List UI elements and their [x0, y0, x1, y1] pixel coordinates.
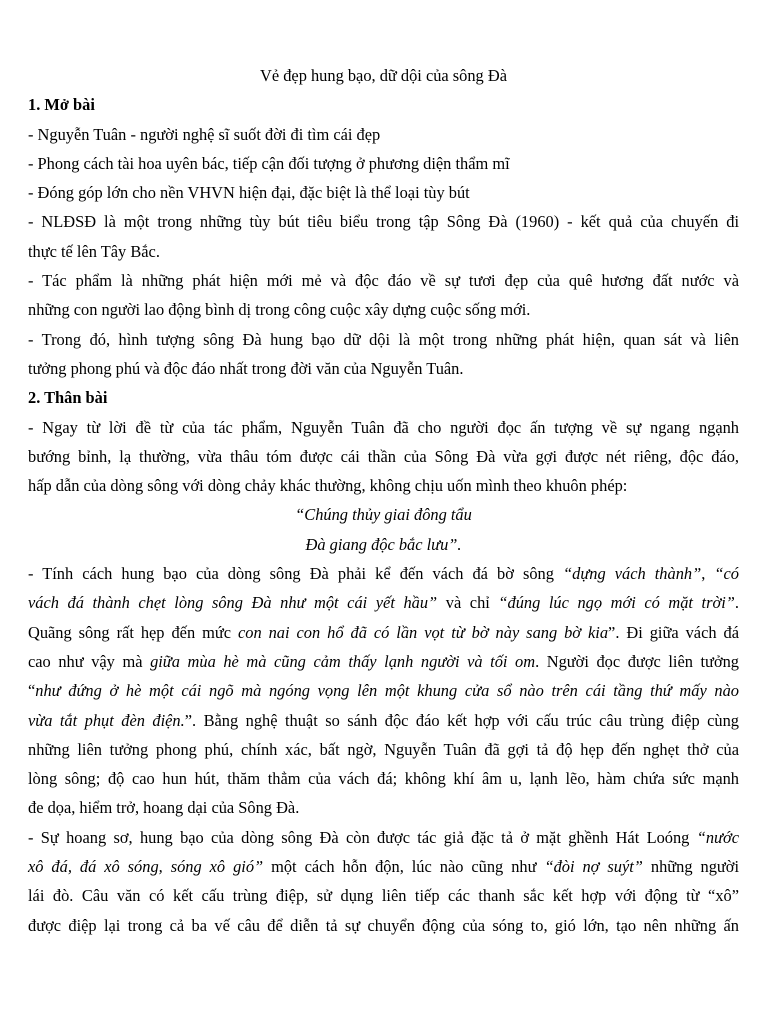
intro-paragraph-3: - Đóng góp lớn cho nền VHVN hiện đại, đặc biệt là thể loại tùy bút: [28, 183, 470, 203]
italic-run: vách đá thành chẹt lòng sông Đà như một cái yết hầu”: [28, 593, 438, 613]
intro-paragraph-6-line-1: - Trong đó, hình tượng sông Đà hung bạo dữ dội là một trong những phát hiện, quan sát và liên: [28, 329, 739, 349]
text-run: ,: [701, 564, 715, 584]
text-run: ”. Đi giữa vách đá: [608, 622, 739, 642]
text-run: cao như vậy mà: [28, 651, 151, 671]
body-paragraph-3-line-3: lái đò. Câu văn có kết cấu trùng điệp, sử dụng liên tiếp các thanh sắc kết hợp với động từ “xô”: [28, 886, 739, 906]
italic-run: giữa mùa hè mà cũng cảm thấy lạnh người và tối om: [150, 651, 536, 671]
quote-line-1-text: “Chúng thủy giai đông tẩu: [295, 505, 472, 525]
text-run: những người: [642, 857, 739, 877]
intro-paragraph-2: - Phong cách tài hoa uyên bác, tiếp cận đối tượng ở phương diện thẩm mĩ: [28, 153, 510, 173]
intro-paragraph-1: - Nguyễn Tuân - người nghệ sĩ suốt đời đi tìm cái đẹp: [28, 124, 381, 144]
body-paragraph-3-line-4: được điệp lại trong cả ba vế câu để diễn tả sự chuyển động của sóng to, gió lớn, tạo nên những ấn: [28, 915, 739, 935]
text-run: và chỉ: [437, 593, 499, 613]
section-heading-intro: 1. Mở bài: [28, 95, 95, 115]
intro-paragraph-6-line-2: tưởng phong phú và độc đáo nhất trong đời văn của Nguyễn Tuân.: [28, 358, 464, 378]
text-run: Quãng sông rất hẹp đến mức: [28, 622, 238, 642]
document-title: Vẻ đẹp hung bạo, dữ dội của sông Đà: [260, 66, 507, 85]
italic-run: “dựng vách thành”: [563, 564, 702, 584]
text-run: một cách hỗn độn, lúc nào cũng như: [263, 857, 545, 877]
body-paragraph-2-line-9: đe dọa, hiểm trở, hoang dại của Sông Đà.: [28, 798, 300, 818]
body-paragraph-2-line-3: [28, 618, 739, 647]
italic-run: xô đá, đá xô sóng, sóng xô gió”: [28, 857, 264, 877]
intro-paragraph-4-line-1: - NLĐSĐ là một trong những tùy bút tiêu biểu trong tập Sông Đà (1960) - kết quả của chuyến đi: [28, 212, 739, 232]
text-run: .: [734, 593, 739, 613]
italic-run: vừa tắt phụt đèn điện.: [28, 710, 185, 730]
italic-run: con nai con hổ đã có lần vọt từ bờ này sang bờ kia: [237, 622, 609, 642]
italic-run: “đòi nợ suýt”: [544, 857, 643, 877]
body-paragraph-3-line-1: [28, 823, 739, 852]
text-run: - Sự hoang sơ, hung bạo của dòng sông Đà còn được tác giả đặc tả ở mặt ghềnh Hát Loóng: [28, 827, 697, 847]
italic-run: như đứng ở hè một cái ngõ mà ngóng vọng lên một khung cửa sổ nào trên cái tầng thứ mấy nào: [35, 681, 739, 701]
quote-line-2-text: Đà giang độc bắc lưu”.: [305, 534, 462, 554]
body-paragraph-2-line-6: [28, 706, 739, 735]
quote-line-2: [28, 530, 739, 559]
body-paragraph-2-line-1: [28, 559, 739, 588]
body-paragraph-3-line-2: [28, 852, 739, 881]
italic-run: “có: [714, 564, 739, 584]
text-run: - Tính cách hung bạo của dòng sông Đà phải kể đến vách đá bờ sông: [28, 564, 564, 584]
body-paragraph-1-line-3: hấp dẫn của dòng sông với dòng chảy khác thường, không chịu uốn mình theo khuôn phép:: [28, 476, 628, 496]
italic-run: “đúng lúc ngọ mới có mặt trời”: [498, 593, 735, 613]
body-paragraph-2-line-2: [28, 588, 739, 617]
body-paragraph-2-line-8: lòng sông; độ cao hun hút, thăm thẳm của vách đá; không khí âm u, lạnh lẽo, hàm chứa sức mạnh: [28, 769, 739, 789]
document-page: [28, 61, 739, 940]
italic-run: “nước: [696, 827, 739, 847]
section-heading-body: 2. Thân bài: [28, 388, 108, 408]
body-paragraph-1-line-2: bướng bỉnh, lạ thường, vừa thâu tóm được cái thần của Sông Đà vừa gợi được nét riêng, độc đáo,: [28, 446, 739, 466]
intro-paragraph-4-line-2: thực tế lên Tây Bắc.: [28, 241, 160, 261]
body-paragraph-2-line-5: [28, 676, 739, 705]
quote-line-1: [28, 500, 739, 529]
body-paragraph-2-line-4: [28, 647, 739, 676]
text-run: . Người đọc được liên tưởng: [535, 651, 739, 671]
text-run: “: [28, 681, 36, 701]
body-paragraph-1-line-1: - Ngay từ lời đề từ của tác phẩm, Nguyễn Tuân đã cho người đọc ấn tượng về sự ngang ngạnh: [28, 417, 739, 437]
body-paragraph-2-line-7: những liên tưởng phong phú, chính xác, bất ngờ, Nguyễn Tuân đã gợi tả độ hẹp đến nghẹt thở của: [28, 739, 739, 759]
intro-paragraph-5-line-2: những con người lao động bình dị trong công cuộc xây dựng cuộc sống mới.: [28, 300, 531, 320]
text-run: ”. Bằng nghệ thuật so sánh độc đáo kết hợp với cấu trúc câu trùng điệp cùng: [184, 710, 739, 730]
intro-paragraph-5-line-1: - Tác phẩm là những phát hiện mới mẻ và độc đáo về sự tươi đẹp của quê hương đất nước và: [28, 271, 739, 291]
